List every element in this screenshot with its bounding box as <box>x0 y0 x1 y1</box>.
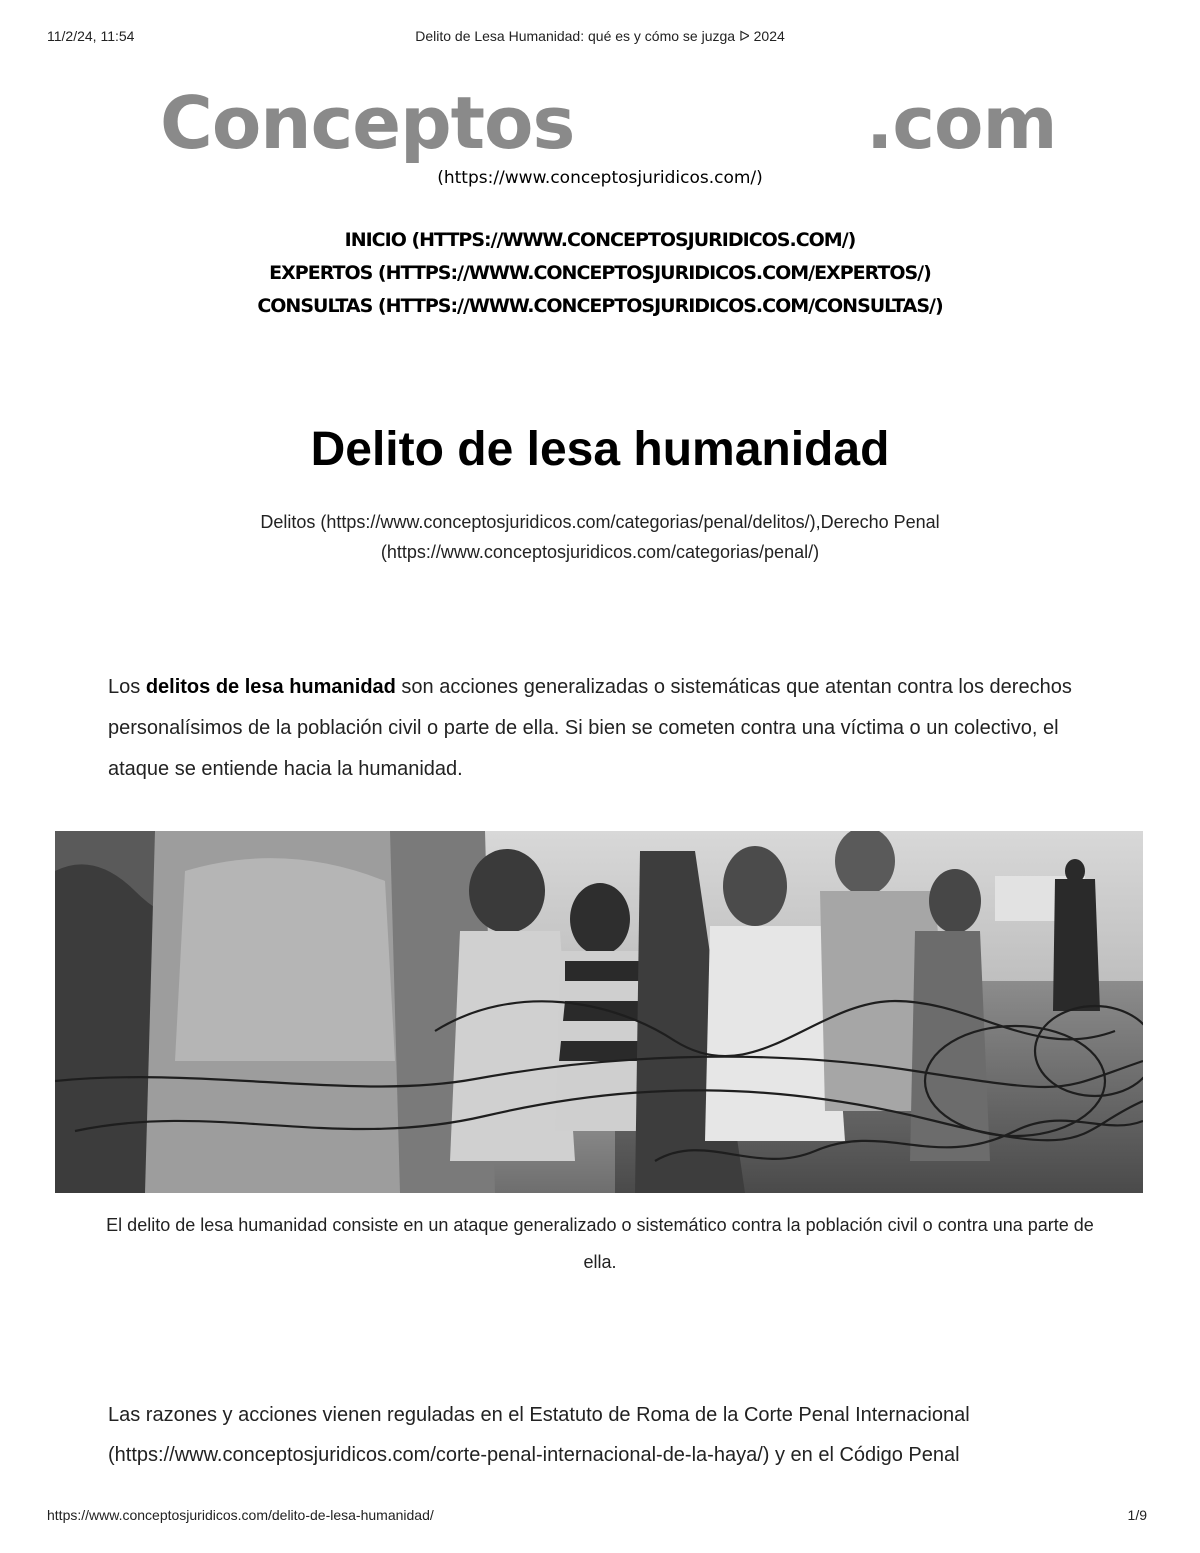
photo-children-behind-wire <box>55 831 1143 1193</box>
category-links[interactable]: Delitos (https://www.conceptosjuridicos.com/categorias/penal/delitos/),Derecho Penal <box>260 512 940 532</box>
article-photo <box>55 831 1143 1193</box>
intro-bold-term: delitos de lesa humanidad <box>145 676 396 698</box>
link-corte-penal-internacional[interactable]: (https://www.conceptosjuridicos.com/corte-penal-internacional-de-la-haya/) <box>108 1444 770 1466</box>
nav-item-expertos[interactable]: EXPERTOS (HTTPS://WWW.CONCEPTOSJURIDICOS.COM/EXPERTOS/) <box>269 262 931 284</box>
article-title: Delito de lesa humanidad <box>310 423 890 476</box>
print-footer-url: https://www.conceptosjuridicos.com/delito-de-lesa-humanidad/ <box>47 1507 434 1523</box>
print-page-title: Delito de Lesa Humanidad: qué es y cómo se juzga ᐅ 2024 <box>415 28 785 44</box>
article-categories <box>0 507 1200 567</box>
body2-text-1: Las razones y acciones vienen reguladas en el Estatuto de Roma de la Corte Penal Internacional <box>108 1404 970 1426</box>
intro-text-rest: son acciones generalizadas o sistemáticas que atentan contra los derechos personalísimos de la población civil o parte de ella. Si bien se cometen contra una víctima o un colectivo, el ataque se entiende hacia la humanidad. <box>108 676 1072 780</box>
site-logo[interactable] <box>0 78 1200 168</box>
category-link-derecho-penal[interactable]: (https://www.conceptosjuridicos.com/categorias/penal/) <box>380 542 820 562</box>
main-nav <box>0 224 1200 323</box>
body2-text-2: y en el Código Penal <box>769 1444 960 1466</box>
logo-word-conceptos: Conceptos <box>160 81 575 165</box>
nav-item-consultas[interactable]: CONSULTAS (HTTPS://WWW.CONCEPTOSJURIDICOS.COM/CONSULTAS/) <box>257 295 943 317</box>
print-datetime: 11/2/24, 11:54 <box>47 28 135 44</box>
intro-text-start: Los <box>108 676 146 698</box>
print-page-number: 1/9 <box>1127 1507 1147 1523</box>
nav-item-inicio[interactable]: INICIO (HTTPS://WWW.CONCEPTOSJURIDICOS.COM/) <box>344 229 856 251</box>
logo-link[interactable]: (https://www.conceptosjuridicos.com/) <box>437 168 763 188</box>
intro-paragraph <box>108 667 1098 790</box>
page-break-mask <box>0 1486 1200 1500</box>
logo-word-com: .com <box>866 81 1057 165</box>
body-paragraph-2 <box>108 1395 1098 1495</box>
image-caption: El delito de lesa humanidad consiste en un ataque generalizado o sistemático contra la población civil o contra una parte de ella. <box>106 1215 1094 1272</box>
